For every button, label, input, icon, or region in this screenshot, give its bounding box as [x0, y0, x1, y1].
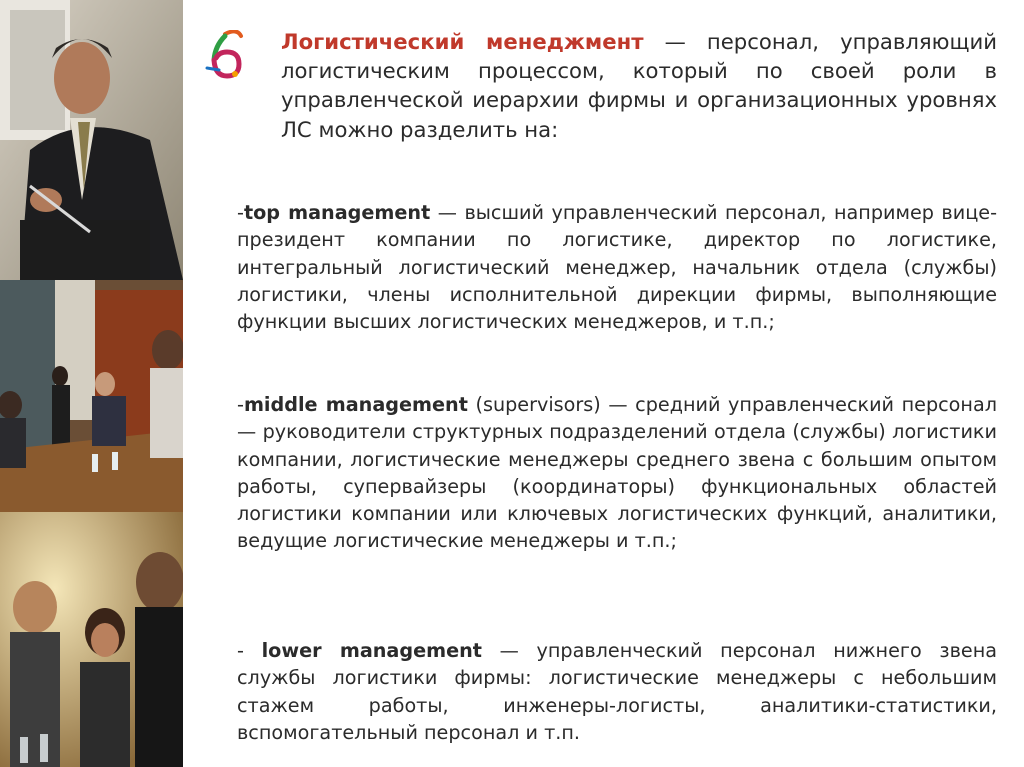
section-text: — высший управленческий персонал, например вице-президент компании по логистике, директор по логистике, интегральный логистический менеджер, начальник отдела (службы) логистики, члены исполнительной дирекции фирмы, выполняющие функции высших логистических менеджеров, и т.п.; [237, 201, 998, 334]
meeting-room-photo [0, 280, 183, 512]
colorful-letter-b-logo-icon [205, 30, 247, 82]
section-prefix: - [237, 393, 244, 416]
section-text: — управленческий персонал нижнего звена службы логистики фирмы: логистические менеджеры с небольшим стажем работы, инженеры-логисты, аналитики-статистики, вспомогательный персонал и т.п. [237, 639, 997, 744]
section-text: (supervisors) — средний управленческий персонал — руководители структурных подразделений отдела (службы) логистики компании, логистические менеджеры среднего звена с большим опытом работы, супервайзеры (координаторы) функциональных областей логистики компании или ключевых логистических функций, аналитики, ведущие логистические менеджеры и т.п.; [237, 393, 997, 553]
businessman-photo [0, 0, 183, 280]
section-middle-management [237, 391, 997, 555]
section-top-management [237, 199, 997, 335]
section-lower-management [237, 637, 997, 746]
section-term: middle management [243, 393, 468, 416]
section-term: top management [243, 201, 431, 224]
section-prefix: - [237, 201, 244, 224]
intro-paragraph [281, 27, 997, 144]
section-prefix: - [237, 639, 262, 662]
team-photo [0, 512, 183, 767]
intro-term: Логистический менеджмент [281, 29, 644, 54]
photo-strip [0, 0, 183, 767]
section-term: lower management [261, 639, 482, 662]
intro-text: — персонал, управляющий логистическим процессом, который по своей роли в управленческой иерархии фирмы и организационных уровнях ЛС можно разделить на: [281, 29, 997, 142]
